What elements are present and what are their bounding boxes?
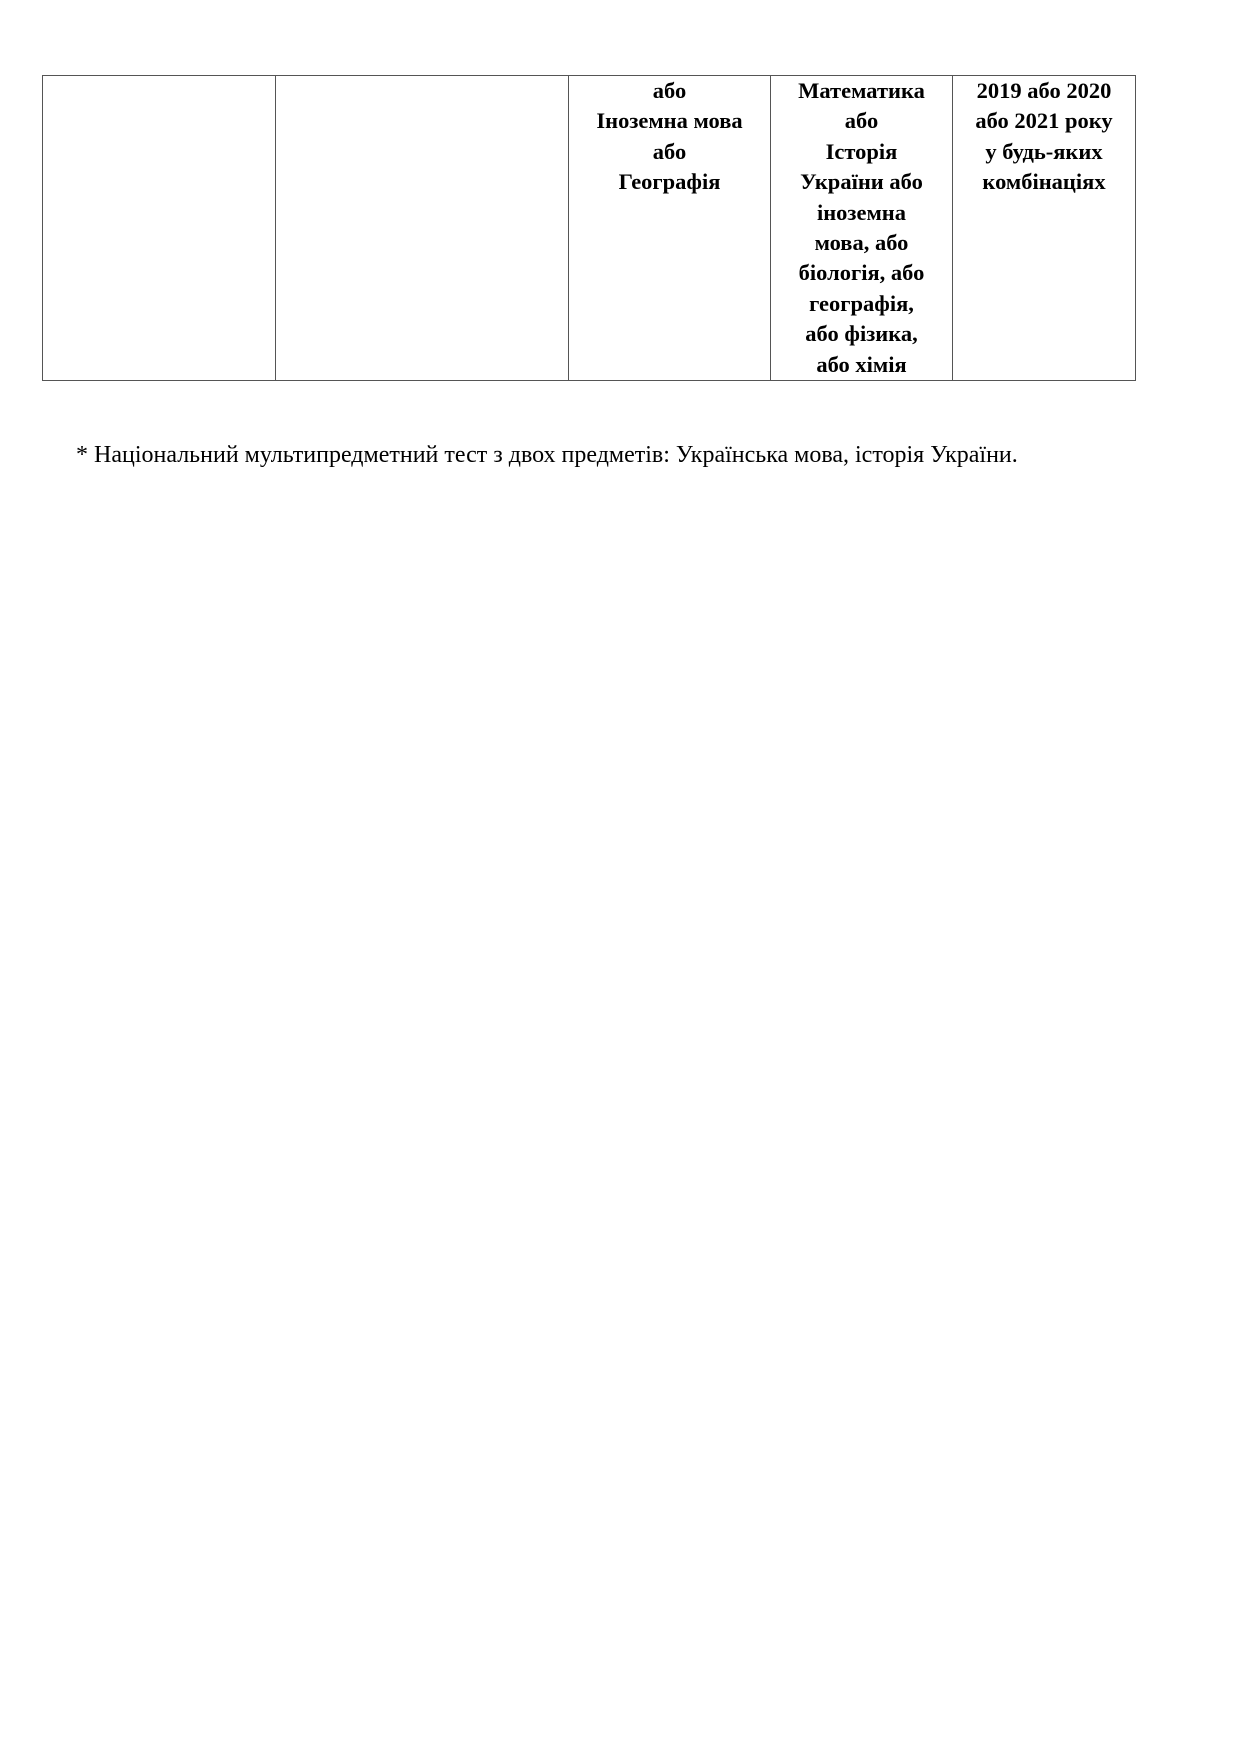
subjects-table (42, 75, 1136, 381)
cell-line: або фізика, (805, 321, 918, 347)
cell-line: або (844, 108, 879, 134)
cell-line: або 2021 року (975, 108, 1113, 134)
cell-line: географія, (809, 290, 914, 316)
cell-line: Математика (798, 78, 925, 103)
cell-line: іноземна (816, 199, 907, 225)
cell-line: мова, або (814, 230, 909, 256)
cell-line: України або (800, 169, 923, 195)
cell-line: комбінаціях (982, 169, 1106, 195)
table-cell-empty-1 (43, 76, 276, 381)
table-row (43, 76, 1136, 381)
table-cell-years-5 (953, 76, 1136, 381)
cell-line: або (652, 78, 687, 103)
cell-line: Історія (825, 138, 898, 164)
footnote: * Національний мультипредметний тест з двох предметів: Українська мова, історія України. (76, 442, 1018, 468)
cell-line: або хімія (816, 351, 907, 377)
table-cell-empty-2 (276, 76, 569, 381)
table-cell-subjects-4 (771, 76, 953, 381)
cell-line: у будь-яких (985, 138, 1103, 164)
cell-line: або (652, 138, 687, 164)
cell-line: Іноземна мова (596, 108, 743, 134)
cell-line: біологія, або (798, 260, 925, 286)
cell-line: 2019 або 2020 (976, 78, 1112, 103)
cell-line: Географія (618, 169, 721, 195)
table-cell-subjects-3 (569, 76, 771, 381)
